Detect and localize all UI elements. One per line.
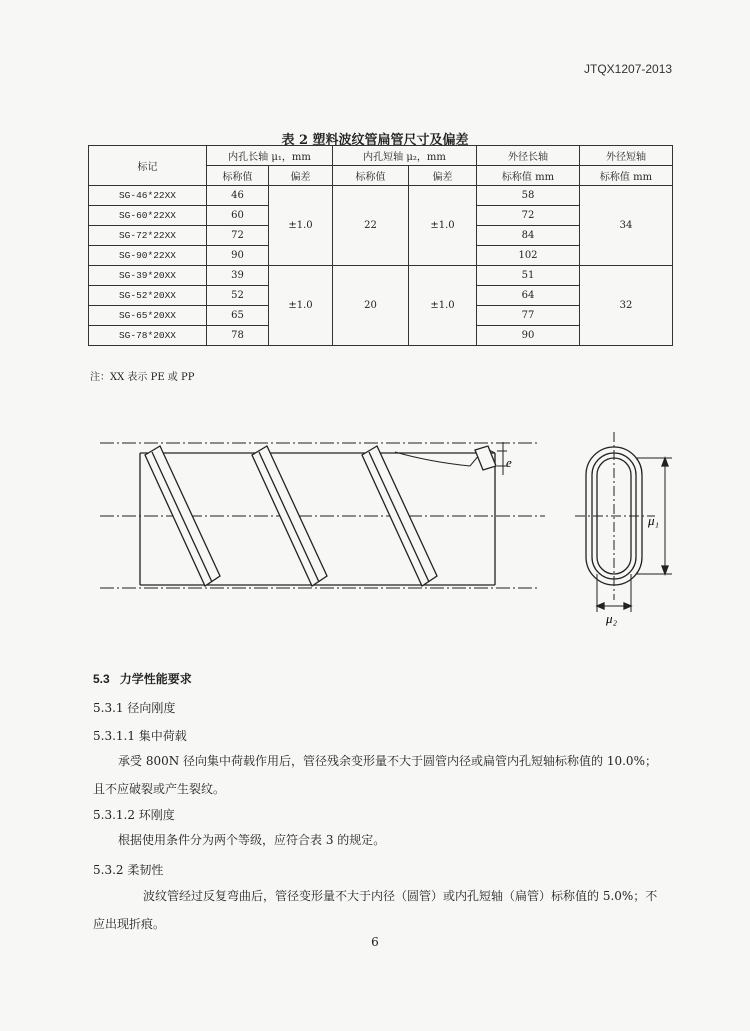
section-title: 力学性能要求 — [119, 672, 192, 686]
document-code: JTQX1207-2013 — [584, 62, 673, 76]
section-5-3-2-heading: 5.3.2 柔韧性 — [93, 863, 164, 877]
subheader-nominal: 标称值 — [207, 166, 269, 186]
subheader-outer-long: 标称值 mm — [477, 166, 580, 186]
cell-outer-long: 51 — [477, 266, 580, 286]
section-5-3-1-1-heading: 5.3.1.1 集中荷载 — [93, 729, 187, 743]
cell-outer-long: 58 — [477, 186, 580, 206]
cell-mark: SG-72*22XX — [89, 226, 207, 246]
label-mu1: μ₁ — [648, 513, 660, 528]
page-number: 6 — [371, 935, 379, 949]
cell-short-deviation: ±1.0 — [409, 186, 477, 266]
cell-mark: SG-52*20XX — [89, 286, 207, 306]
cell-outer-long: 77 — [477, 306, 580, 326]
cell-outer-long: 90 — [477, 326, 580, 346]
section-5-3-1-2-heading: 5.3.1.2 环刚度 — [93, 808, 175, 822]
cell-outer-short: 34 — [580, 186, 673, 266]
cell-inner-long: 65 — [207, 306, 269, 326]
cell-mark: SG-65*20XX — [89, 306, 207, 326]
cell-long-deviation: ±1.0 — [269, 266, 333, 346]
cell-mark: SG-78*20XX — [89, 326, 207, 346]
cell-inner-long: 78 — [207, 326, 269, 346]
pipe-side-view — [100, 442, 545, 588]
paragraph-ring-stiffness: 根据使用条件分为两个等级，应符合表 3 的规定。 — [118, 833, 386, 847]
table-title: 表 2 塑料波纹管扁管尺寸及偏差 — [281, 133, 469, 148]
header-mark: 标记 — [89, 146, 207, 186]
cell-mark: SG-90*22XX — [89, 246, 207, 266]
cell-outer-long: 84 — [477, 226, 580, 246]
cell-inner-long: 60 — [207, 206, 269, 226]
header-outer-short: 外径短轴 — [580, 146, 673, 166]
table-note: 注：XX 表示 PE 或 PP — [90, 372, 195, 383]
cell-long-deviation: ±1.0 — [269, 186, 333, 266]
cell-inner-long: 72 — [207, 226, 269, 246]
subheader-nominal: 标称值 — [333, 166, 409, 186]
section-5-3-1-heading: 5.3.1 径向刚度 — [93, 701, 176, 715]
subheader-deviation: 偏差 — [269, 166, 333, 186]
paragraph-flexibility: 波纹管经过反复弯曲后，管径变形量不大于内径（圆管）或内孔短轴（扁管）标称值的 5.0%；不应出现折痕。 — [93, 889, 658, 931]
cell-inner-long: 46 — [207, 186, 269, 206]
cell-short-deviation: ±1.0 — [409, 266, 477, 346]
cell-outer-long: 72 — [477, 206, 580, 226]
cell-inner-long: 52 — [207, 286, 269, 306]
header-inner-short: 内孔短轴 μ₂，mm — [333, 146, 477, 166]
cell-outer-long: 102 — [477, 246, 580, 266]
header-outer-long: 外径长轴 — [477, 146, 580, 166]
cell-mark: SG-60*22XX — [89, 206, 207, 226]
cell-short-nominal: 22 — [333, 186, 409, 266]
header-inner-long: 内孔长轴 μ₁，mm — [207, 146, 333, 166]
cell-short-nominal: 20 — [333, 266, 409, 346]
section-5-3-heading — [93, 670, 192, 687]
section-number: 5.3 — [93, 672, 110, 686]
subheader-outer-short: 标称值 mm — [580, 166, 673, 186]
cell-inner-long: 39 — [207, 266, 269, 286]
subheader-deviation: 偏差 — [409, 166, 477, 186]
cell-outer-short: 32 — [580, 266, 673, 346]
paragraph-concentrated-load: 承受 800N 径向集中荷载作用后，管径残余变形量不大于圆管内径或扁管内孔短轴标称值的 10.0%；且不应破裂或产生裂纹。 — [93, 754, 657, 796]
cell-outer-long: 64 — [477, 286, 580, 306]
cell-inner-long: 90 — [207, 246, 269, 266]
label-e: e — [506, 455, 512, 470]
cell-mark: SG-39*20XX — [89, 266, 207, 286]
label-mu2: μ₂ — [606, 611, 618, 626]
cell-mark: SG-46*22XX — [89, 186, 207, 206]
